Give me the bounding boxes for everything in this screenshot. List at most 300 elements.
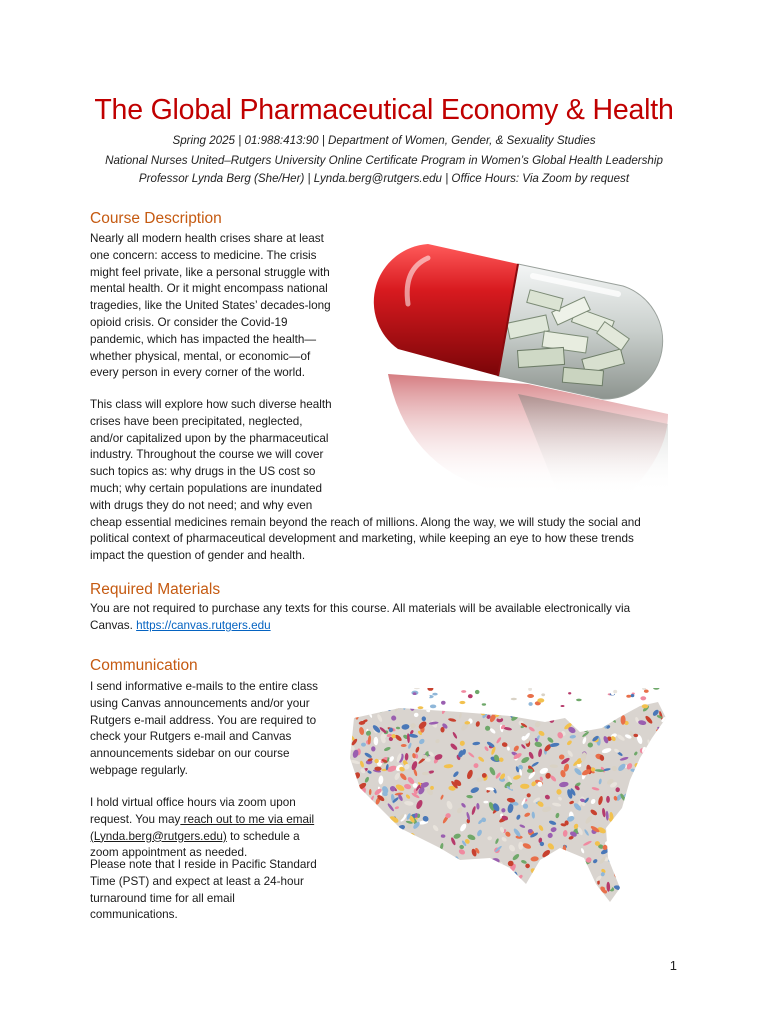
pill-dot bbox=[347, 823, 352, 829]
pill-dot bbox=[661, 830, 669, 839]
pill-dot bbox=[371, 746, 375, 751]
pill-dot bbox=[370, 878, 376, 884]
pill-dot bbox=[414, 699, 423, 704]
pill-dot bbox=[628, 809, 634, 815]
pill-dot bbox=[664, 842, 668, 851]
pill-dot bbox=[340, 896, 344, 901]
pill-dot bbox=[595, 709, 600, 713]
pill-dot bbox=[659, 890, 665, 894]
pill-dot bbox=[637, 819, 643, 825]
pill-dot bbox=[663, 697, 669, 704]
pill-dot bbox=[340, 862, 346, 868]
pill-dot bbox=[657, 874, 663, 880]
pill-dot bbox=[406, 843, 414, 850]
pill-dot bbox=[351, 700, 356, 704]
text-line: webpage regularly. bbox=[90, 763, 188, 777]
pill-dot bbox=[644, 760, 651, 767]
pill-dot bbox=[356, 797, 362, 806]
pill-dot bbox=[568, 880, 578, 888]
pill-dot bbox=[486, 878, 495, 885]
pill-dot bbox=[344, 741, 348, 748]
text-line: Please note that I reside in Pacific Standard bbox=[90, 858, 317, 871]
pill-dot bbox=[511, 698, 517, 700]
pill-dot bbox=[427, 893, 434, 902]
pill-dot bbox=[408, 873, 414, 879]
pill-dot bbox=[634, 777, 642, 784]
pill-dot bbox=[624, 879, 630, 888]
pill-dot bbox=[518, 894, 525, 900]
pill-dot bbox=[356, 703, 363, 711]
pill-dot bbox=[567, 857, 574, 867]
pill-dot bbox=[344, 767, 349, 771]
pill-dot bbox=[353, 818, 362, 826]
pill-dot bbox=[571, 902, 579, 907]
pill-dot bbox=[652, 868, 658, 874]
text-line: Nearly all modern health crises share at least bbox=[90, 232, 324, 245]
pill-dot bbox=[507, 883, 512, 893]
pill-dot bbox=[601, 707, 609, 714]
pill-dot bbox=[626, 853, 632, 859]
pill-dot bbox=[629, 893, 637, 901]
pill-dot bbox=[376, 877, 386, 883]
text-line: every person in every corner of the world. bbox=[90, 366, 306, 380]
pill-dot bbox=[394, 845, 401, 852]
pill-dot bbox=[453, 872, 462, 877]
pill-dot bbox=[609, 824, 616, 834]
pill-dot bbox=[430, 705, 436, 709]
text-line: cheap essential medicines remain beyond the reach of millions. Along the way, we will study the social and bbox=[90, 515, 641, 529]
pill-dot bbox=[570, 708, 581, 716]
pill-dot bbox=[649, 779, 655, 784]
pill-dot bbox=[343, 734, 349, 740]
instructor-line: Professor Lynda Berg (She/Her) | Lynda.berg@rutgers.edu | Office Hours: Via Zoom by request bbox=[138, 172, 630, 185]
pill-dot bbox=[611, 706, 618, 708]
pill-dot bbox=[342, 710, 349, 717]
pill-dot bbox=[401, 903, 407, 912]
pill-dot bbox=[469, 860, 477, 868]
pill-dot bbox=[342, 859, 350, 867]
pill-dot bbox=[635, 867, 643, 875]
pill-dot bbox=[462, 866, 467, 871]
pill-dot bbox=[397, 892, 403, 902]
pill-dot bbox=[653, 763, 658, 770]
pill-dot bbox=[643, 838, 647, 843]
pill-dot bbox=[532, 870, 542, 876]
pill-dot bbox=[660, 804, 666, 810]
pill-dot bbox=[399, 874, 408, 881]
pill-dot bbox=[383, 853, 389, 859]
pill-dot bbox=[343, 729, 350, 737]
pill-dot bbox=[372, 827, 377, 831]
pill-dot bbox=[512, 874, 517, 879]
pill-dot bbox=[501, 876, 511, 881]
pill-dot bbox=[365, 888, 370, 893]
text-line bbox=[90, 812, 314, 829]
pill-dot bbox=[640, 896, 647, 903]
pill-dot bbox=[340, 802, 345, 805]
pill-dot bbox=[504, 904, 512, 912]
communication-paragraph-1 bbox=[90, 679, 318, 780]
pill-dot bbox=[632, 703, 638, 709]
pill-dot bbox=[489, 896, 493, 905]
pill-dot bbox=[528, 688, 532, 691]
pill-dot bbox=[370, 820, 374, 825]
pill-dot bbox=[643, 831, 649, 840]
pill-dot bbox=[649, 851, 652, 856]
pill-dot bbox=[564, 701, 570, 707]
pill-dot bbox=[409, 884, 414, 889]
pill-dot bbox=[340, 900, 345, 908]
pill-dot bbox=[628, 822, 636, 829]
pill-dot bbox=[340, 812, 347, 819]
pill-dot bbox=[365, 898, 372, 905]
pill-dot bbox=[411, 903, 418, 910]
pill-dot bbox=[657, 883, 662, 889]
pill-dot bbox=[467, 879, 476, 884]
pill-dot bbox=[468, 694, 473, 698]
pill-dot bbox=[664, 771, 674, 780]
pill-dot bbox=[344, 887, 351, 894]
pill-dot bbox=[500, 706, 506, 711]
pill-dot bbox=[451, 879, 460, 886]
pill-dot bbox=[365, 697, 372, 703]
text-line: Rutgers e-mail address. You are required to bbox=[90, 713, 317, 727]
pill-dot bbox=[340, 875, 347, 884]
canvas-link[interactable]: https://canvas.rutgers.edu bbox=[136, 618, 271, 632]
pill-dot bbox=[632, 864, 640, 872]
pill-dot bbox=[384, 847, 391, 853]
pill-dot bbox=[504, 902, 514, 909]
course-description-heading: Course Description bbox=[90, 210, 222, 227]
pill-dot bbox=[554, 861, 563, 868]
pill-dot bbox=[400, 885, 407, 890]
pill-dot bbox=[538, 886, 542, 893]
pill-dot bbox=[402, 847, 408, 853]
pill-dot bbox=[415, 846, 424, 853]
pill-dot bbox=[645, 865, 654, 871]
pill-dot bbox=[424, 855, 434, 862]
pill-dot bbox=[616, 856, 619, 860]
pill-dot bbox=[423, 697, 431, 707]
text-line: political context of pharmaceutical development and marketing, while keeping an eye to how these trends bbox=[90, 532, 634, 546]
text-line: with drugs they do not need; and why even bbox=[90, 498, 313, 512]
text-line: check your Rutgers e-mail and Canvas bbox=[90, 730, 292, 744]
pill-dot bbox=[380, 696, 388, 706]
text-line: impact the question of gender and health. bbox=[90, 549, 306, 563]
pill-dot bbox=[649, 744, 657, 752]
pill-dot bbox=[452, 875, 458, 882]
pill-dot bbox=[463, 882, 473, 886]
pill-dot bbox=[371, 876, 377, 882]
pill-dot bbox=[487, 868, 495, 877]
pill-dot bbox=[626, 695, 631, 698]
pill-dot bbox=[390, 694, 401, 703]
pill-dot bbox=[366, 826, 377, 837]
pill-dot bbox=[393, 861, 400, 870]
pill-dot bbox=[617, 703, 624, 713]
pill-dot bbox=[554, 896, 563, 904]
pill-dot bbox=[649, 884, 656, 891]
pill-dot bbox=[457, 870, 465, 875]
pill-dot bbox=[461, 690, 466, 693]
email-link-text[interactable]: reach out to me via email bbox=[180, 812, 315, 826]
pill-dot bbox=[369, 848, 376, 855]
pill-dot bbox=[393, 854, 398, 863]
pill-dot bbox=[357, 887, 366, 895]
pill-dot bbox=[346, 863, 350, 873]
pill-dot bbox=[372, 889, 380, 897]
pill-dot bbox=[350, 834, 358, 840]
pill-dot bbox=[639, 790, 644, 798]
capsule-money-illustration bbox=[368, 224, 688, 504]
pill-dot bbox=[553, 851, 561, 860]
pill-dot bbox=[544, 713, 547, 720]
pill-dot bbox=[340, 820, 345, 828]
pill-dot bbox=[396, 877, 402, 885]
pill-dot bbox=[445, 694, 452, 703]
required-materials-paragraph bbox=[90, 601, 630, 635]
pill-dot bbox=[393, 881, 400, 888]
text-line: might feel private, like a personal struggle with bbox=[90, 265, 330, 279]
pill-dot bbox=[572, 861, 576, 863]
pill-dot bbox=[634, 802, 640, 809]
pill-dot bbox=[345, 762, 350, 767]
pill-dot bbox=[547, 882, 554, 892]
pill-dot bbox=[489, 877, 494, 882]
text-line: I hold virtual office hours via zoom upon bbox=[90, 796, 296, 809]
pill-dot bbox=[368, 851, 375, 861]
pill-dot bbox=[540, 874, 550, 880]
pill-dot bbox=[387, 696, 397, 706]
text-line: much; why certain populations are inundated bbox=[90, 481, 322, 495]
pill-dot bbox=[414, 688, 420, 689]
pill-dot bbox=[400, 831, 406, 837]
pill-dot bbox=[345, 789, 352, 797]
pill-dot bbox=[464, 892, 469, 897]
pill-dot bbox=[624, 703, 631, 711]
pill-dot bbox=[385, 856, 390, 862]
pill-dot bbox=[414, 881, 423, 888]
pill-dot bbox=[628, 899, 637, 905]
pill-dot bbox=[541, 693, 545, 696]
pill-dot bbox=[532, 893, 540, 896]
pill-dot bbox=[535, 887, 546, 896]
pill-dot bbox=[511, 904, 517, 912]
pill-dot bbox=[568, 692, 571, 694]
pill-dot bbox=[546, 700, 549, 705]
pill-dot bbox=[618, 823, 624, 828]
pill-dot bbox=[363, 890, 369, 896]
pill-dot bbox=[382, 893, 390, 901]
pill-dot bbox=[341, 775, 347, 780]
pill-dot bbox=[529, 702, 533, 706]
pill-dot bbox=[623, 853, 627, 861]
pill-dot bbox=[586, 723, 595, 729]
pill-dot bbox=[493, 866, 502, 874]
pill-dot bbox=[398, 843, 407, 853]
pill-dot bbox=[370, 699, 380, 705]
pill-dot bbox=[415, 872, 422, 878]
pill-dot bbox=[430, 873, 440, 882]
pill-dot bbox=[475, 690, 480, 694]
pill-dot bbox=[369, 855, 379, 864]
pill-dot bbox=[371, 705, 380, 712]
pill-dot bbox=[346, 739, 352, 746]
pill-dot bbox=[385, 886, 392, 893]
pill-dot bbox=[634, 820, 643, 831]
pill-dot bbox=[445, 870, 449, 875]
pill-dot bbox=[350, 707, 360, 716]
pill-dot bbox=[401, 854, 405, 861]
pill-dot bbox=[636, 838, 643, 848]
pill-dot bbox=[362, 847, 369, 855]
pill-dot bbox=[413, 692, 417, 695]
pill-dot bbox=[424, 694, 430, 698]
pill-dot bbox=[380, 866, 388, 873]
pill-dot bbox=[354, 801, 357, 806]
pill-dot bbox=[496, 697, 502, 703]
pill-dot bbox=[655, 823, 659, 829]
pill-dot bbox=[473, 896, 481, 905]
pill-dot bbox=[630, 822, 640, 829]
pill-dot bbox=[621, 866, 626, 869]
pill-dot bbox=[389, 826, 398, 831]
pill-dot bbox=[452, 899, 457, 908]
pill-dot bbox=[408, 843, 416, 851]
pill-dot bbox=[382, 817, 390, 823]
pill-dot bbox=[588, 707, 594, 713]
pill-dot bbox=[340, 760, 344, 768]
pill-dot bbox=[640, 772, 645, 777]
text-line: whether physical, mental, or economic—of bbox=[90, 349, 311, 363]
pill-dot bbox=[398, 874, 406, 881]
pill-dot bbox=[395, 696, 399, 701]
pill-dot bbox=[495, 895, 503, 898]
pill-dot bbox=[413, 850, 420, 857]
pill-dot bbox=[408, 854, 412, 859]
pill-dot bbox=[534, 883, 539, 890]
pill-dot bbox=[576, 699, 582, 702]
pill-dot bbox=[388, 835, 393, 842]
pill-dot bbox=[523, 898, 533, 905]
text-line: This class will explore how such diverse health bbox=[90, 398, 332, 411]
pill-dot bbox=[402, 863, 410, 869]
pill-dot bbox=[456, 896, 462, 903]
pill-dot bbox=[593, 898, 601, 905]
pill-dot bbox=[572, 879, 580, 884]
pill-dot bbox=[504, 896, 510, 902]
pill-dot bbox=[649, 758, 656, 762]
pill-dot bbox=[418, 706, 424, 709]
pill-dot bbox=[663, 891, 668, 901]
text-line: You are not required to purchase any texts for this course. All materials will be available electronically via bbox=[90, 602, 631, 615]
pill-dot bbox=[587, 710, 593, 713]
pill-dot bbox=[598, 704, 605, 711]
pill-dot bbox=[561, 705, 565, 707]
pill-dot bbox=[425, 901, 433, 907]
pill-dot bbox=[353, 799, 361, 805]
pill-dot bbox=[619, 883, 626, 891]
pill-dot bbox=[611, 853, 619, 860]
pill-dot bbox=[531, 710, 537, 715]
pill-dot bbox=[376, 857, 383, 865]
pill-dot bbox=[374, 826, 383, 835]
pill-dot bbox=[368, 858, 378, 866]
pill-dot bbox=[533, 871, 538, 878]
pill-dot bbox=[525, 901, 534, 910]
pill-dot bbox=[399, 880, 405, 888]
pill-dot bbox=[660, 771, 666, 780]
text-line: pandemic, which has impacted the health— bbox=[90, 332, 317, 346]
pill-dot bbox=[356, 806, 365, 815]
pill-dot bbox=[362, 827, 368, 833]
text-fragment: to schedule a bbox=[226, 829, 300, 843]
pill-dot bbox=[340, 771, 346, 777]
pill-dot bbox=[657, 852, 662, 862]
pill-dot bbox=[377, 846, 383, 856]
pill-dot bbox=[655, 861, 663, 871]
pill-dot bbox=[351, 792, 361, 798]
pill-dot bbox=[482, 703, 486, 705]
pill-dot bbox=[422, 877, 427, 884]
pill-dot bbox=[436, 898, 444, 907]
pill-dot bbox=[580, 887, 584, 895]
pill-dot bbox=[348, 828, 353, 838]
pill-dot bbox=[355, 876, 364, 886]
pill-dot bbox=[409, 902, 416, 909]
pill-dot bbox=[609, 901, 616, 908]
pill-dot bbox=[345, 831, 353, 838]
text-line: turnaround time for all email bbox=[90, 891, 235, 905]
pill-dot bbox=[665, 805, 670, 812]
pill-dot bbox=[630, 883, 637, 888]
pill-dot bbox=[380, 860, 386, 864]
pill-dot bbox=[650, 695, 657, 701]
pill-dot bbox=[588, 700, 596, 707]
pill-dot bbox=[625, 896, 634, 902]
text-line: and/or capitalized upon by the pharmaceutical bbox=[90, 431, 329, 445]
pill-dot bbox=[406, 850, 412, 855]
pill-dot bbox=[586, 888, 592, 895]
pill-dot bbox=[349, 830, 354, 835]
pill-dot bbox=[561, 891, 567, 896]
course-line: Spring 2025 | 01:988:413:90 | Department of Women, Gender, & Sexuality Studies bbox=[172, 134, 596, 147]
pill-dot bbox=[636, 864, 642, 869]
pill-dot bbox=[649, 757, 658, 767]
pill-dot bbox=[459, 701, 465, 704]
pill-dot bbox=[384, 846, 390, 854]
pill-dot bbox=[562, 865, 568, 873]
pill-dot bbox=[648, 801, 656, 807]
pill-dot bbox=[428, 846, 435, 853]
text-line: such topics as: why drugs in the US cost so bbox=[90, 465, 316, 479]
communication-heading: Communication bbox=[90, 657, 198, 674]
pill-dot bbox=[375, 821, 382, 828]
pill-dot bbox=[654, 803, 659, 808]
pill-dot bbox=[661, 852, 671, 857]
pill-dot bbox=[566, 698, 573, 707]
email-address-link[interactable]: (Lynda.berg@rutgers.edu) bbox=[90, 829, 227, 843]
pill-dot bbox=[626, 832, 634, 842]
program-line: National Nurses United–Rutgers University Online Certificate Program in Women’s Global Health Leadership bbox=[105, 154, 663, 167]
pill-dot bbox=[662, 738, 668, 747]
pill-dot bbox=[630, 853, 635, 859]
pill-dot bbox=[637, 807, 643, 812]
pill-dot bbox=[387, 703, 394, 707]
text-line: using Canvas announcements and/or your bbox=[90, 696, 310, 710]
pill-dot bbox=[406, 844, 409, 850]
pill-dot bbox=[381, 836, 387, 841]
